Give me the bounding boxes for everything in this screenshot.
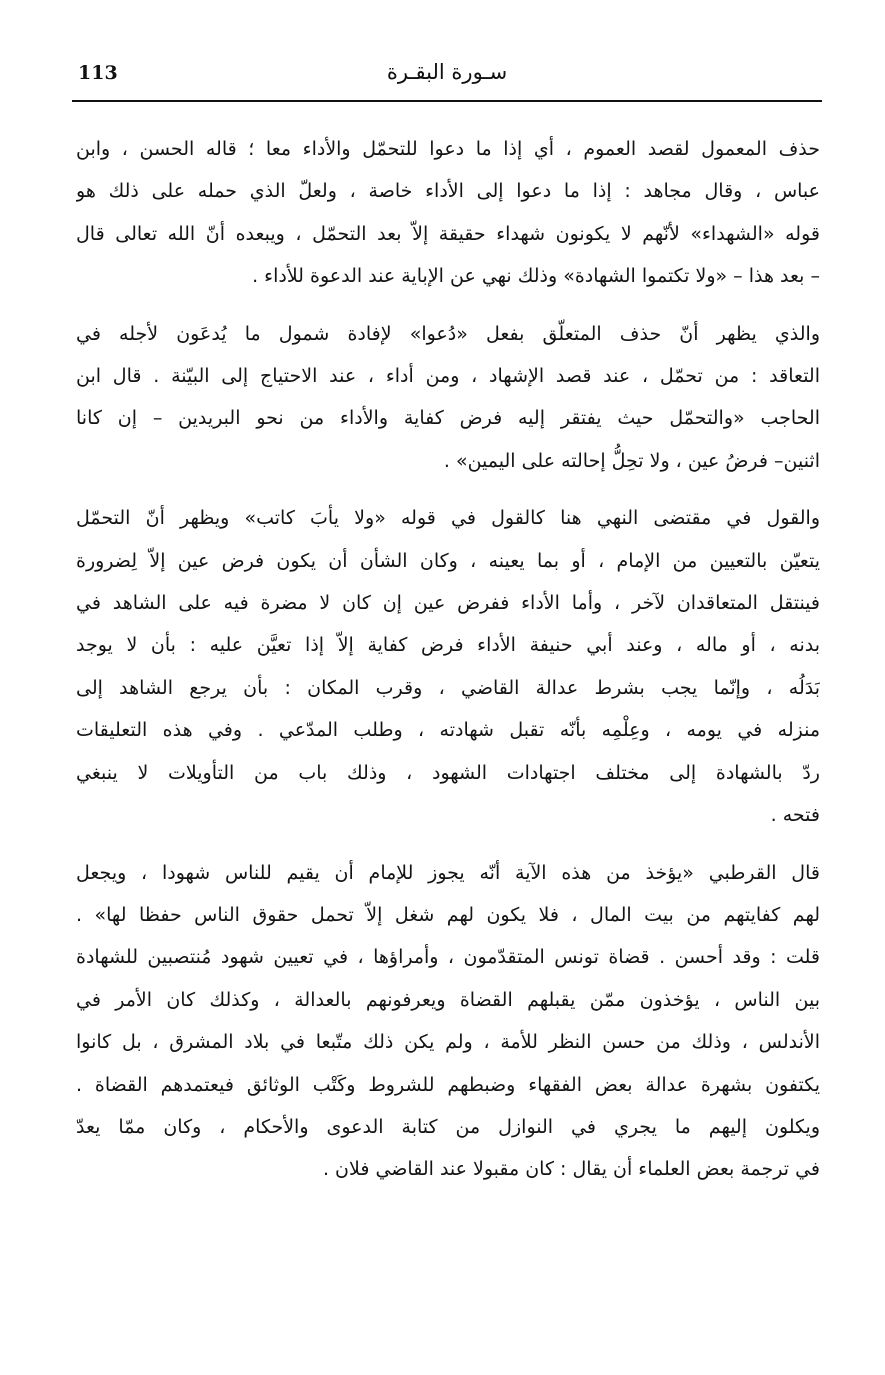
text-line: يتعيّن بالتعيين من الإمام ، أو بما يعينه ، وكان الشأن أن يكون فرض عين إلاّ لِضرورة [76,549,820,572]
text-line: بدنه ، أو ماله ، وعند أبي حنيفة الأداء فرض كفاية إلاّ إذا تعيَّن عليه : بأن لا يوجد [76,634,820,657]
text-line: لهم كفايتهم من بيت المال ، فلا يكون لهم شغل إلاّ تحمل حقوق الناس حفظا لها» . [76,903,820,926]
text-line: في ترجمة بعض العلماء أن يقال : كان مقبولا عند القاضي فلان . [322,1158,820,1181]
paragraph-1 [76,128,820,298]
text-line: ردّ بالشهادة إلى مختلف اجتهادات الشهود ، وذلك باب من التأويلات لا ينبغي [76,761,820,784]
text-line: قلت : وقد أحسن . قضاة تونس المتقدّمون ، وأمراؤها ، في تعيين شهود مُنتصبين للشهادة [76,946,820,969]
running-title: سـورة البقـرة [386,60,508,84]
page-number: 113 [78,62,118,84]
text-line: بين الناس ، يؤخذون ممّن يقبلهم القضاة ويعرفونهم بالعدالة ، وكذلك كان الأمر في [76,988,820,1011]
text-line: والذي يظهر أنّ حذف المتعلّق بفعل «دُعوا» لإفادة شمول ما يُدعَون لأجله في [76,322,820,345]
paragraph-4 [76,852,820,1191]
text-line: فتحه . [770,804,820,827]
paragraph-2 [76,313,820,483]
text-line: عباس ، وقال مجاهد : إذا ما دعوا إلى الأداء خاصة ، ولعلّ الذي حمله على ذلك هو [76,180,820,203]
text-line: اثنين– فرضُ عين ، ولا تحِلُّ إحالته على اليمين» . [443,449,820,472]
text-line: الحاجب «والتحمّل حيث يفتقر إليه فرض كفاية والأداء من نحو البريدين – إن كانا [76,407,820,430]
text-line: الأندلس ، وذلك من حسن النظر للأمة ، ولم يكن ذلك متّبعا في بلاد المشرق ، بل كانوا [76,1031,820,1054]
header-rule [72,100,822,102]
text-line: فينتقل المتعاقدان لآخر ، وأما الأداء ففرض عين إن كان لا مضرة فيه على الشاهد في [76,592,820,615]
text-line: التعاقد : من تحمّل ، عند قصد الإشهاد ، ومن أداء ، عند الاحتياج إلى البيّنة . قال ابن [76,365,820,388]
text-line: حذف المعمول لقصد العموم ، أي إذا ما دعوا للتحمّل والأداء معا ؛ قاله الحسن ، وابن [76,138,820,160]
text-line: قوله «الشهداء» لأنّهم لا يكونون شهداء حقيقة إلاّ بعد التحمّل ، ويبعده أنّ الله تعالى قال [76,222,820,245]
text-line: منزله في يومه ، وعِلْمِه بأنّه تقبل شهادته ، وطلب المدّعي . وفي هذه التعليقات [76,719,820,742]
text-line: – بعد هذا – «ولا تكتموا الشهادة» وذلك نهي عن الإباية عند الدعوة للأداء . [252,265,820,288]
page-header [72,58,822,98]
text-line: والقول في مقتضى النهي هنا كالقول في قوله «ولا يأبَ كاتب» ويظهر أنّ التحمّل [76,507,820,530]
body-text [76,128,820,1191]
text-line: ويكلون إليهم ما يجري في النوازل من كتابة الدعوى والأحكام ، وكان ممّا يعدّ [76,1115,820,1138]
text-line: قال القرطبي «يؤخذ من هذه الآية أنّه يجوز للإمام أن يقيم للناس شهودا ، ويجعل [76,861,820,884]
text-line: بَدَلُه ، وإنّما يجب بشرط عدالة القاضي ، وقرب المكان : بأن يرجع الشاهد إلى [76,676,820,699]
paragraph-3 [76,497,820,836]
text-line: يكتفون بشهرة عدالة بعض الفقهاء وضبطهم للشروط وكَتْب الوثائق فيعتمدهم القضاة . [76,1073,820,1096]
